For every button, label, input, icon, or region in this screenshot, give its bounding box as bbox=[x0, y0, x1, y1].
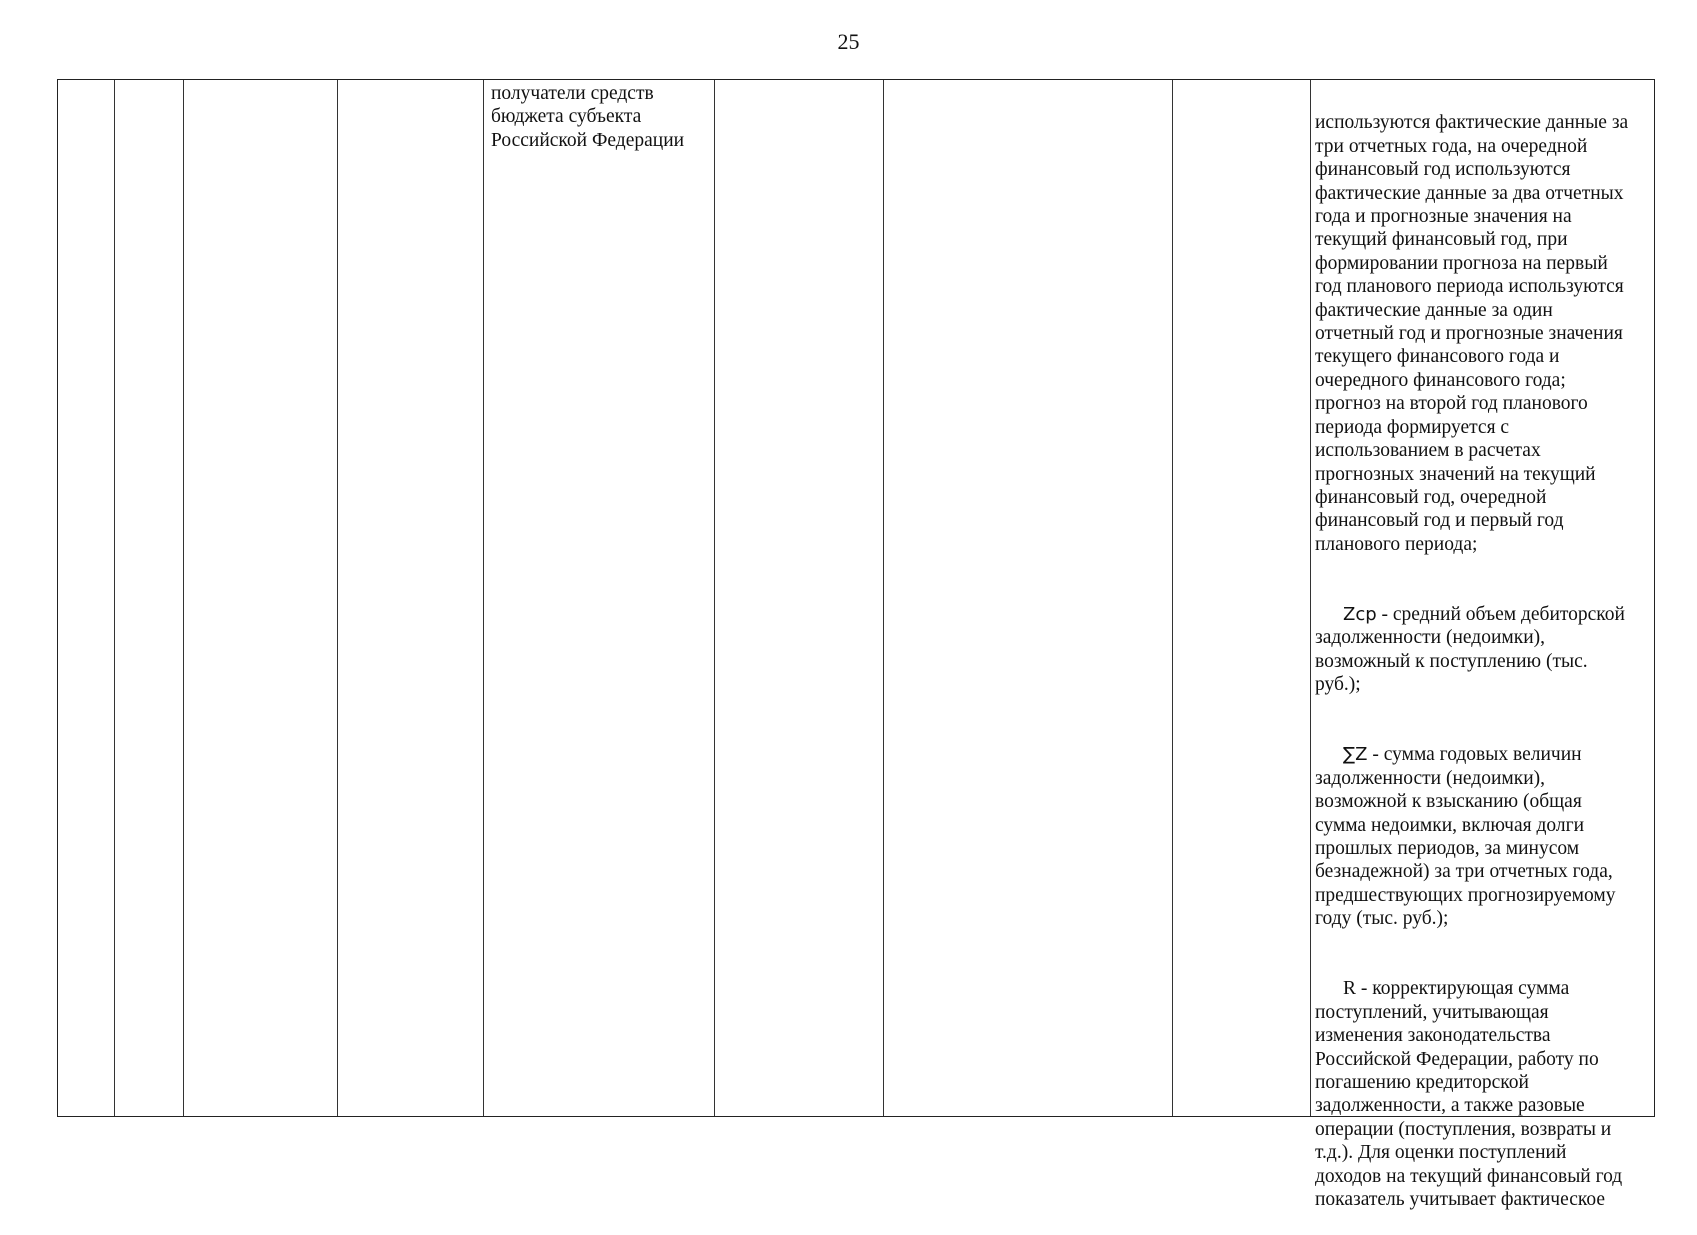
zcp-definition-text: - средний объем дебиторской задолженности (недоимки), возможный к поступлению (тыс. руб.); bbox=[1315, 603, 1625, 696]
sum-z-definition-paragraph bbox=[1315, 743, 1650, 930]
column-divider bbox=[114, 80, 115, 1116]
method-description-paragraph: используются фактические данные за три отчетных года, на очередной финансовый год используются фактические данные за два отчетных года и прогнозные значения на текущий финансовый год, при формировании прогноза на первый год планового периода используются фактические данные за один отчетный год и прогнозные значения текущего финансового года и очередного финансового года; прогноз на второй год планового периода формируется с использованием в расчетах прогнозных значений на текущий финансовый год, очередной финансовый год и первый год планового периода; bbox=[1315, 112, 1629, 555]
column-divider bbox=[183, 80, 184, 1116]
sum-z-symbol: ∑Z bbox=[1343, 744, 1368, 766]
column-divider bbox=[483, 80, 484, 1116]
column-divider bbox=[1172, 80, 1173, 1116]
page-number: 25 bbox=[837, 29, 860, 54]
calculation-method-cell bbox=[1315, 88, 1650, 1235]
column-divider bbox=[1310, 80, 1311, 1116]
column-divider bbox=[337, 80, 338, 1116]
r-definition-paragraph: R - корректирующая сумма поступлений, учитывающая изменения законодательства Российской Федерации, работу по погашению кредиторской задолженности, а также разовые операции (поступления, возвраты и т.д.). Для оценки поступлений доходов на текущий финансовый год показатель учитывает фактическое bbox=[1315, 978, 1623, 1211]
zcp-symbol: Zcp bbox=[1343, 603, 1377, 625]
budget-recipients-cell: получатели средств бюджета субъекта Российской Федерации bbox=[491, 83, 685, 151]
column-divider bbox=[883, 80, 884, 1116]
column-divider bbox=[714, 80, 715, 1116]
methodology-table bbox=[57, 79, 1655, 1211]
zcp-definition-paragraph bbox=[1315, 603, 1650, 697]
sum-z-definition-text: - сумма годовых величин задолженности (недоимки), возможной к взысканию (общая сумма недоимки, включая долги прошлых периодов, за минусом безнадежной) за три отчетных года, предшествующих прогнозируемому году (тыс. руб.); bbox=[1315, 744, 1616, 930]
